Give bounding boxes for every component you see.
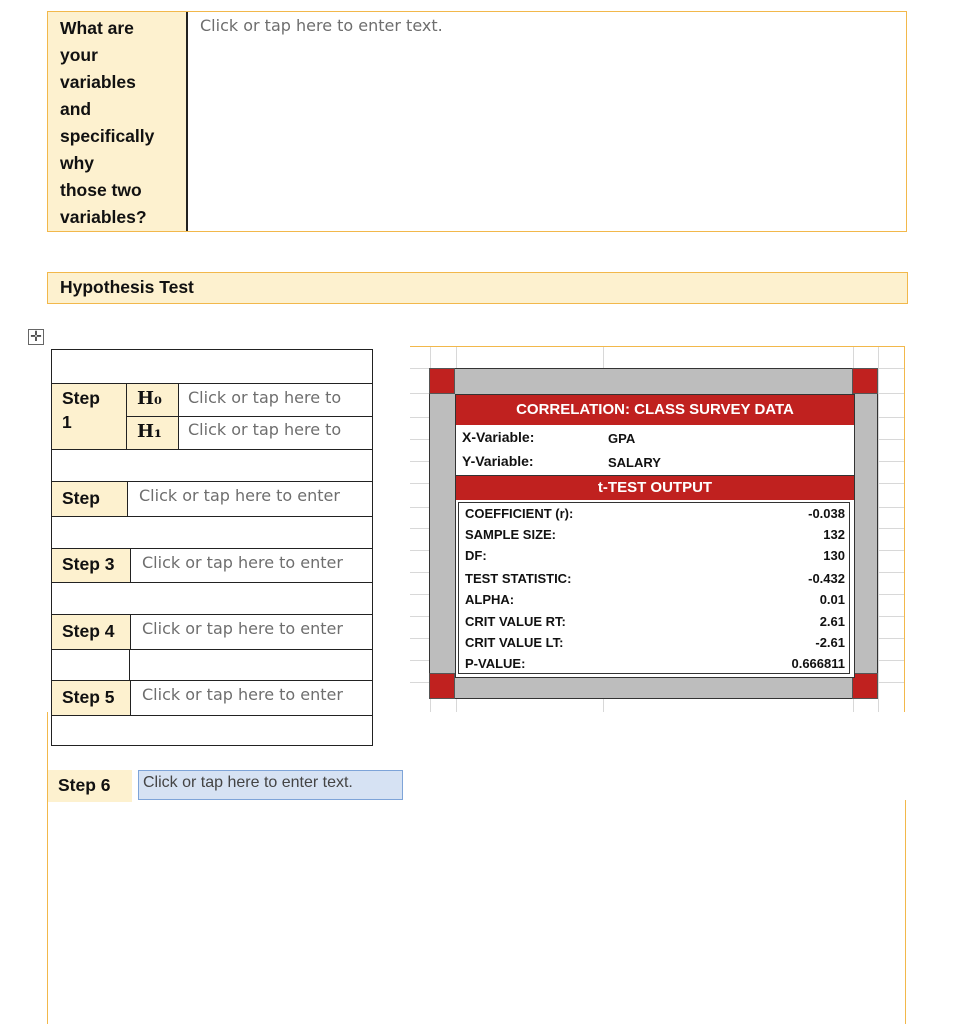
output-key: P-VALUE: xyxy=(465,656,526,671)
correlation-panel xyxy=(455,394,855,678)
step2-label: Step xyxy=(52,482,128,516)
hypothesis-test-header: Hypothesis Test xyxy=(47,272,908,304)
table-move-handle-icon[interactable]: ✛ xyxy=(28,329,44,345)
h0-label: H₀ xyxy=(127,384,179,417)
question-line: why xyxy=(60,153,95,173)
question-line: variables? xyxy=(60,207,147,227)
output-key: CRIT VALUE LT: xyxy=(465,635,564,650)
output-row xyxy=(459,632,849,655)
output-key: DF: xyxy=(465,548,487,563)
step1-row xyxy=(51,383,373,450)
x-variable-label: X-Variable: xyxy=(462,429,535,445)
question-line: What are xyxy=(60,18,134,38)
step2-row xyxy=(51,481,373,517)
output-row xyxy=(459,545,849,568)
output-key: SAMPLE SIZE: xyxy=(465,527,557,542)
step6-label: Step 6 xyxy=(48,770,132,802)
step4-label: Step 4 xyxy=(52,615,131,649)
question-line: those two xyxy=(60,180,142,200)
y-variable-label: Y-Variable: xyxy=(462,453,534,469)
step3-label: Step 3 xyxy=(52,549,131,582)
output-key: TEST STATISTIC: xyxy=(465,571,572,586)
h1-input[interactable]: Click or tap here to xyxy=(188,420,342,439)
question-line: specifically xyxy=(60,126,155,146)
output-row xyxy=(459,524,849,547)
table-row xyxy=(51,582,373,615)
output-key: COEFFICIENT (r): xyxy=(465,506,574,521)
question-line: and xyxy=(60,99,92,119)
output-row xyxy=(459,611,849,634)
output-row xyxy=(459,653,849,676)
variables-answer-field[interactable]: Click or tap here to enter text. xyxy=(200,16,443,35)
step4-input[interactable]: Click or tap here to enter xyxy=(142,619,343,638)
step3-row xyxy=(51,548,373,583)
step3-input[interactable]: Click or tap here to enter xyxy=(142,553,343,572)
divider xyxy=(129,650,130,680)
step2-input[interactable]: Click or tap here to enter xyxy=(139,486,340,505)
output-value: 132 xyxy=(823,527,845,542)
output-key: ALPHA: xyxy=(465,592,515,607)
table-row xyxy=(51,349,373,384)
variables-question-label xyxy=(48,12,188,231)
output-row xyxy=(459,503,849,526)
step1-label xyxy=(52,384,127,449)
corner-block xyxy=(429,368,455,394)
table-row xyxy=(51,649,373,681)
output-value: -2.61 xyxy=(815,635,845,650)
h0-input[interactable]: Click or tap here to xyxy=(188,388,342,407)
corner-block xyxy=(852,673,878,699)
corner-block xyxy=(429,673,455,699)
t-test-output-title: t-TEST OUTPUT xyxy=(456,476,854,500)
table-row xyxy=(51,449,373,482)
y-variable-value[interactable]: SALARY xyxy=(608,455,661,470)
output-key: CRIT VALUE RT: xyxy=(465,614,566,629)
step1-label-line: Step xyxy=(62,388,100,408)
output-value: -0.432 xyxy=(808,571,845,586)
output-row xyxy=(459,568,849,591)
section-border xyxy=(47,712,48,742)
output-row xyxy=(459,589,849,612)
question-line: variables xyxy=(60,72,136,92)
output-value: 130 xyxy=(823,548,845,563)
table-row xyxy=(51,715,373,746)
output-value: 0.666811 xyxy=(791,656,845,671)
step6-input[interactable]: Click or tap here to enter text. xyxy=(138,770,403,800)
question-line: your xyxy=(60,45,98,65)
step5-input[interactable]: Click or tap here to enter xyxy=(142,685,343,704)
table-row xyxy=(51,516,373,549)
x-variable-value[interactable]: GPA xyxy=(608,431,636,446)
divider xyxy=(179,416,372,417)
t-test-output-table xyxy=(458,502,850,674)
output-value: 0.01 xyxy=(819,592,845,607)
output-value: 2.61 xyxy=(819,614,845,629)
step1-label-line: 1 xyxy=(62,412,72,432)
corner-block xyxy=(852,368,878,394)
section-border xyxy=(905,800,906,1024)
step5-row xyxy=(51,680,373,716)
output-value: -0.038 xyxy=(808,506,845,521)
correlation-title: CORRELATION: CLASS SURVEY DATA xyxy=(456,395,854,425)
h1-label: H₁ xyxy=(127,417,179,449)
step5-label: Step 5 xyxy=(52,681,131,715)
step4-row xyxy=(51,614,373,650)
